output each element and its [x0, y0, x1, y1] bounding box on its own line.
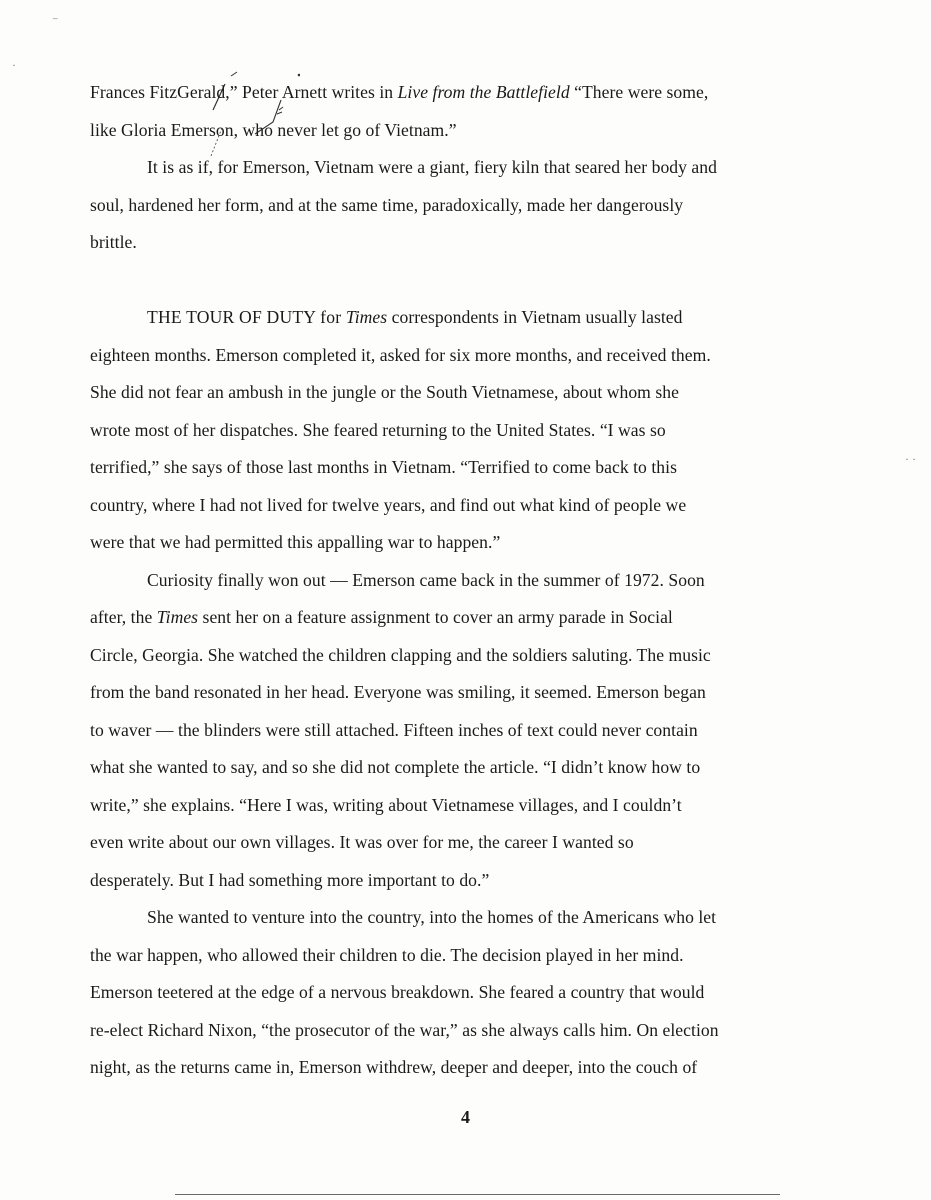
curiosity-line-2: after, the Times sent her on a feature assignment to cover an army parade in Social	[90, 607, 673, 627]
intro-line-2: like Gloria Emerson, who never let go of Vietnam.”	[90, 119, 457, 140]
curiosity-line-1: Curiosity finally won out — Emerson came back in the summer of 1972. Soon	[147, 569, 705, 590]
text-column-top	[90, 74, 825, 262]
tour-line-3: She did not fear an ambush in the jungle or the South Vietnamese, about whom she	[90, 382, 679, 402]
curiosity-line-7: write,” she explains. “Here I was, writing about Vietnamese villages, and I couldn’t	[90, 794, 682, 815]
page-number: 4	[461, 1107, 470, 1127]
venture-line-5: night, as the returns came in, Emerson withdrew, deeper and deeper, into the couch of	[90, 1057, 698, 1077]
curiosity-line-3: Circle, Georgia. She watched the children clapping and the soldiers saluting. The music	[90, 644, 711, 665]
book-title: Live from the Battlefield	[397, 82, 570, 102]
kiln-line-3: brittle.	[90, 232, 137, 252]
venture-line-2: the war happen, who allowed their children to die. The decision played in her mind.	[90, 944, 684, 965]
tour-line-7: were that we had permitted this appalling war to happen.”	[90, 532, 501, 552]
intro-line-1: Frances FitzGerald,” Peter Arnett writes in Live from the Battlefield “There were some,	[90, 82, 709, 102]
tour-line-1: THE TOUR OF DUTY for Times correspondents in Vietnam usually lasted	[147, 307, 683, 327]
kiln-line-1: It is as if, for Emerson, Vietnam were a giant, fiery kiln that seared her body and	[147, 157, 717, 177]
tour-line-5: terrified,” she says of those last months in Vietnam. “Terrified to come back to this	[90, 457, 677, 477]
scan-speck: ·	[12, 58, 16, 72]
tour-line-6: country, where I had not lived for twelve years, and find out what kind of people we	[90, 494, 687, 515]
scan-speck: ⁻	[52, 14, 59, 28]
curiosity-line-9: desperately. But I had something more important to do.”	[90, 869, 490, 890]
tour-line-2: eighteen months. Emerson completed it, asked for six more months, and received them.	[90, 344, 711, 365]
bottom-divider	[175, 1194, 780, 1195]
venture-line-1: She wanted to venture into the country, into the homes of the Americans who let	[147, 907, 717, 927]
venture-line-3: Emerson teetered at the edge of a nervous breakdown. She feared a country that would	[90, 982, 705, 1002]
curiosity-line-4: from the band resonated in her head. Everyone was smiling, it seemed. Emerson began	[90, 682, 706, 702]
curiosity-line-8: even write about our own villages. It was over for me, the career I wanted so	[90, 832, 634, 852]
curiosity-line-6: what she wanted to say, and so she did not complete the article. “I didn’t know how to	[90, 757, 701, 777]
text-column-main	[90, 299, 825, 1087]
kiln-line-2: soul, hardened her form, and at the same time, paradoxically, made her dangerously	[90, 194, 684, 215]
curiosity-line-5: to waver — the blinders were still attached. Fifteen inches of text could never contain	[90, 719, 698, 740]
scan-speck: · ·	[905, 452, 916, 466]
tour-line-4: wrote most of her dispatches. She feared returning to the United States. “I was so	[90, 419, 666, 440]
venture-line-4: re-elect Richard Nixon, “the prosecutor of the war,” as she always calls him. On election	[90, 1019, 719, 1040]
